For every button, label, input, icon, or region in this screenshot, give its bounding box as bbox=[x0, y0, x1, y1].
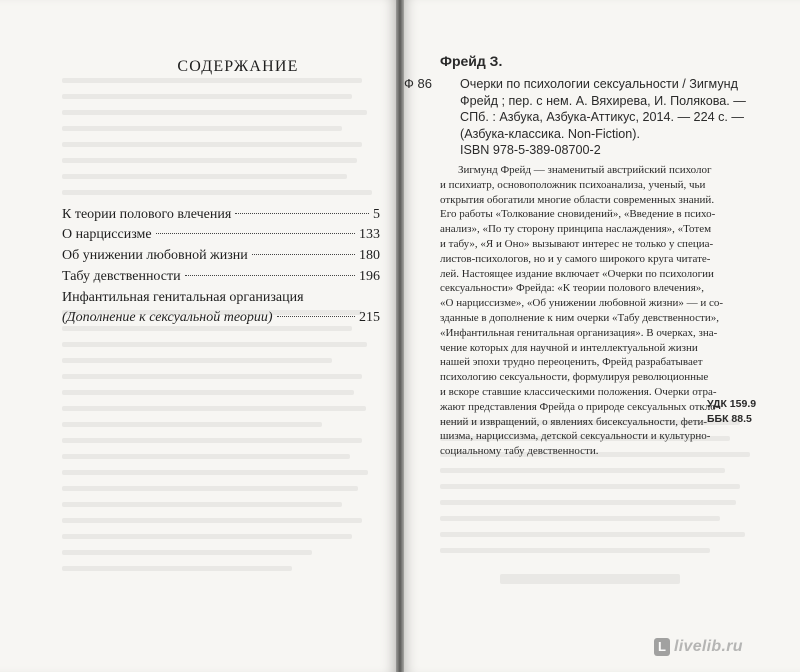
toc-entry-page: 133 bbox=[359, 227, 380, 242]
bibliographic-record bbox=[460, 76, 782, 159]
toc-leader-dots bbox=[156, 233, 355, 234]
annotation-line: и психиатр, основоположник психоанализа, ученый, чьи bbox=[440, 178, 706, 191]
bbk-code: ББК 88.5 bbox=[707, 413, 752, 425]
toc-entry-title: О нарциссизме bbox=[62, 227, 152, 242]
toc-entry-title: К теории полового влечения bbox=[62, 207, 232, 222]
toc-entry[interactable] bbox=[62, 266, 380, 287]
annotation-line: нашей эпохи трудно переоценить, Фрейд разрабатывает bbox=[440, 356, 703, 369]
toc-entry-page: 5 bbox=[373, 207, 380, 222]
annotation-line: Его работы «Толкование сновидений», «Введение в психо- bbox=[440, 208, 716, 221]
annotation-line: открытия обогатили многие области современных знаний. bbox=[440, 193, 715, 206]
annotation-line: психологию сексуальности, формулируя революционные bbox=[440, 371, 709, 384]
toc-entry[interactable] bbox=[62, 245, 380, 266]
livelib-watermark bbox=[654, 634, 743, 660]
watermark-text: livelib.ru bbox=[674, 638, 743, 655]
toc-entry-page: 215 bbox=[359, 310, 380, 325]
annotation-line: чение которых для научной и интеллектуальной жизни bbox=[440, 341, 698, 354]
annotation-line: «Инфантильная генитальная организация». В очерках, зна- bbox=[440, 326, 718, 339]
author-name: Фрейд З. bbox=[440, 53, 503, 69]
annotation-line: и вскоре ставшие классическими положения. Очерки отра- bbox=[440, 385, 717, 398]
toc-leader-dots bbox=[235, 213, 369, 214]
annotation-line: и табу», «Я и Оно» вызывают интерес не только у специа- bbox=[440, 237, 714, 250]
livelib-logo-icon: L bbox=[654, 638, 670, 656]
toc-leader-dots bbox=[252, 254, 355, 255]
annotation-line: Зигмунд Фрейд — знаменитый австрийский психолог bbox=[458, 164, 712, 176]
annotation-line: «О нарциссизме», «Об унижении любовной жизни» — и со- bbox=[440, 297, 724, 310]
toc-entry[interactable] bbox=[62, 288, 380, 328]
bib-line: СПб. : Азбука, Азбука-Аттикус, 2014. — 224 с. — bbox=[460, 110, 744, 125]
classification-codes bbox=[707, 397, 756, 427]
bib-line: Фрейд ; пер. с нем. А. Вяхирева, И. Полякова. — bbox=[460, 93, 746, 108]
bib-line: (Азбука-классика. Non-Fiction). bbox=[460, 126, 640, 141]
annotation-line: сексуальности» Фрейда: «К теории полового влечения», bbox=[440, 282, 705, 295]
toc-leader-dots bbox=[185, 275, 355, 276]
toc-entry-subtitle: (Дополнение к сексуальной теории) bbox=[62, 310, 273, 325]
toc-entry[interactable] bbox=[62, 205, 380, 224]
toc-leader-dots bbox=[277, 316, 355, 317]
annotation-line: социальному табу девственности. bbox=[440, 445, 599, 458]
toc-entry-page: 196 bbox=[359, 269, 380, 284]
annotation-line: лей. Настоящее издание включает «Очерки по психологии bbox=[440, 267, 714, 280]
annotation-line: нений и извращений, о явлениях бисексуальности, фети- bbox=[440, 415, 708, 428]
annotation-line: листов-психологов, но и у самого широкого круга читате- bbox=[440, 252, 711, 265]
left-page bbox=[0, 0, 396, 672]
annotation-line: шизма, нарциссизма, детской сексуальности и культурно- bbox=[440, 430, 711, 443]
isbn: ISBN 978-5-389-08700-2 bbox=[460, 143, 601, 158]
annotation-line: анализ», «По ту сторону принципа наслаждения», «Тотем bbox=[440, 223, 712, 236]
bib-line: Очерки по психологии сексуальности / Зигмунд bbox=[460, 77, 738, 91]
contents-heading: СОДЕРЖАНИЕ bbox=[177, 58, 299, 75]
annotation-line: зданные в дополнение к ним очерки «Табу девственности», bbox=[440, 311, 719, 324]
toc-entry-title: Табу девственности bbox=[62, 269, 181, 284]
book-spine bbox=[396, 0, 404, 672]
toc-entry[interactable] bbox=[62, 224, 380, 245]
udk-code: УДК 159.9 bbox=[707, 398, 757, 410]
toc-entry-page: 180 bbox=[359, 248, 380, 263]
annotation-line: жают представления Фрейда о природе сексуальных откло- bbox=[440, 400, 720, 413]
table-of-contents bbox=[62, 205, 380, 328]
toc-entry-title: Об унижении любовной жизни bbox=[62, 248, 248, 263]
toc-entry-title: Инфантильная генитальная организация bbox=[62, 290, 304, 305]
catalog-code: Ф 86 bbox=[404, 76, 432, 91]
